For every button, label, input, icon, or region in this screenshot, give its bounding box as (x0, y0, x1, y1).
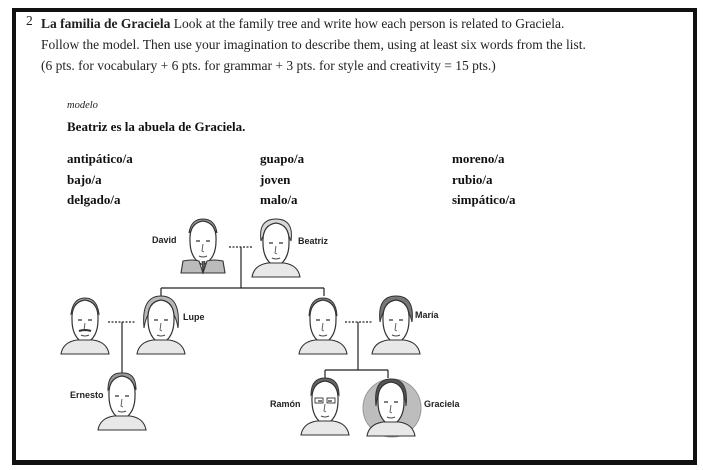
ramon-portrait (301, 378, 349, 435)
vocab-word: simpático/a (452, 192, 516, 207)
vocab-word: malo/a (260, 192, 298, 207)
name-ramon: Ramón (270, 399, 301, 409)
lupe-portrait (137, 296, 185, 354)
modelo-sentence: Beatriz es la abuela de Graciela. (67, 119, 246, 134)
beatriz-portrait (252, 219, 300, 277)
vocab-word: rubio/a (452, 171, 493, 187)
vocab-word: moreno/a (452, 151, 505, 166)
vocab-word: bajo/a (67, 171, 102, 187)
father-portrait (61, 298, 109, 354)
modelo-label: modelo (67, 100, 98, 111)
david-portrait (181, 219, 225, 273)
instructions-text: Look at the family tree and write how each person is related to Graciela. Follow the model. Then use your imagination to describe them, using at least six words from the list. (6 pts. for vocabulary + 6 pts. for grammar + 3 pts. for style and creativity = 15 pts.) (41, 16, 586, 73)
maria-portrait (372, 296, 420, 354)
uncle-portrait (299, 298, 347, 354)
vocab-word: guapo/a (260, 151, 305, 166)
name-david: David (152, 235, 177, 245)
exercise-title: La familia de Graciela (41, 16, 171, 31)
name-graciela: Graciela (424, 399, 460, 409)
ernesto-portrait (98, 373, 146, 430)
vocab-word: antipático/a (67, 151, 133, 166)
vocab-word: joven (260, 171, 291, 187)
question-number: 2 (26, 13, 33, 28)
name-ernesto: Ernesto (70, 390, 104, 400)
name-maria: María (415, 310, 439, 320)
name-lupe: Lupe (183, 312, 205, 322)
vocab-word: delgado/a (67, 192, 121, 207)
name-beatriz: Beatriz (298, 236, 329, 246)
